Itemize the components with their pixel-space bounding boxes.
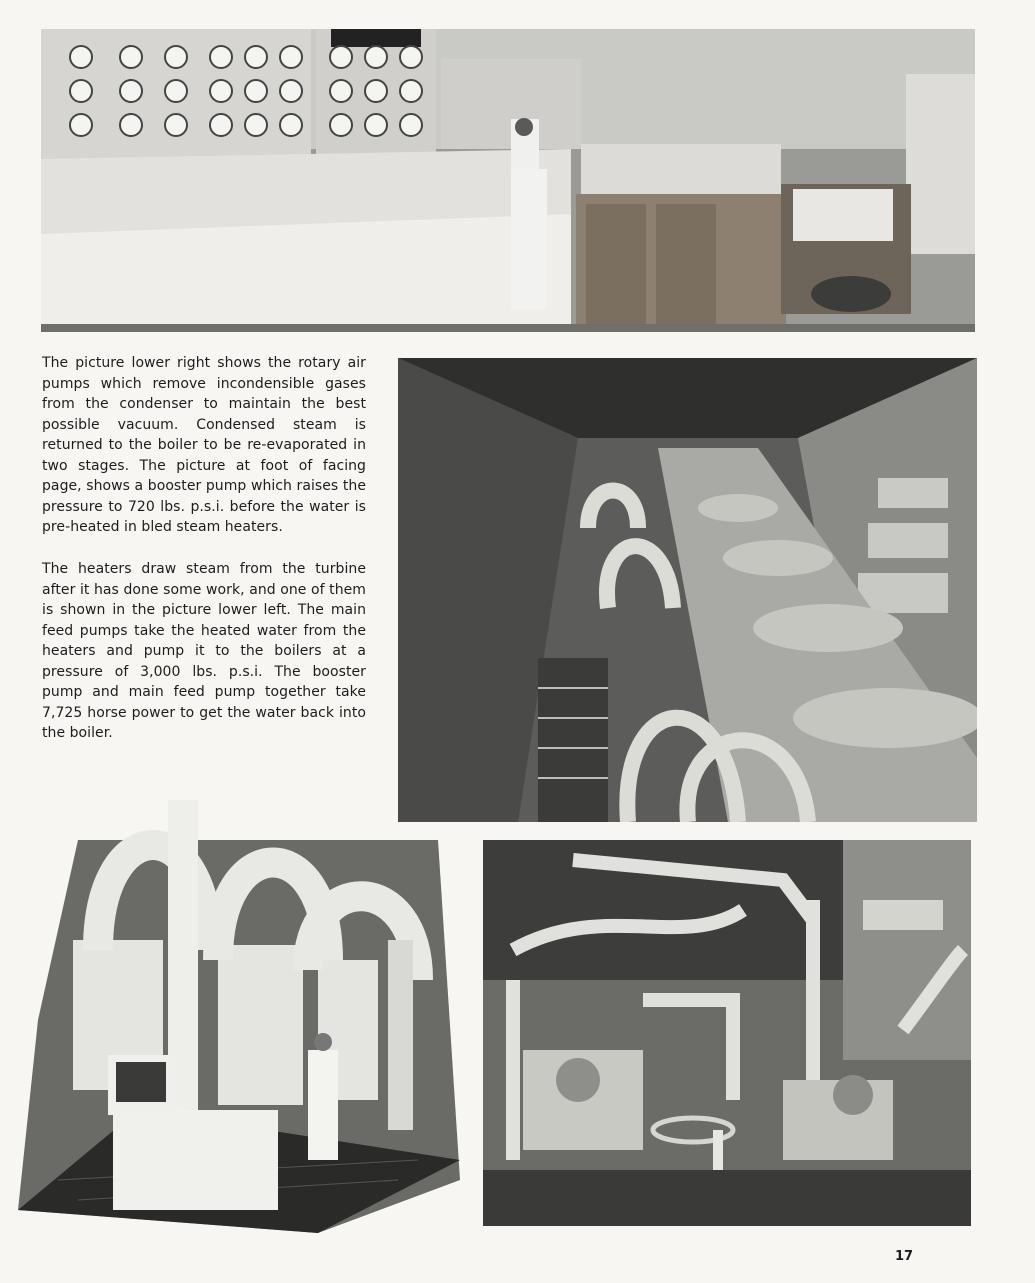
body-paragraph-2: The heaters draw steam from the turbine after it has done some work, and one of them is shown in the picture lower left. The main feed pumps take the heated water from the heaters and pump it to the boilers at a pressure of 3,000 lbs. p.s.i. The booster pump and main feed pump together take 7,725 horse power to get the water back into the boiler. xyxy=(42,561,366,741)
heaters-photo xyxy=(18,780,460,1233)
body-paragraph-1: The picture lower right shows the rotary air pumps which remove incondensible gases from the condenser to maintain the best possible vacuum. Condensed steam is returned to the boiler to be re-evaporated in two stages. The picture at foot of facing page, shows a booster pump which raises the pressure to 720 lbs. p.s.i. before the water is pre-heated in bled steam heaters. xyxy=(42,355,366,535)
page-number: 17 xyxy=(895,1249,914,1264)
feed-pumps-photo xyxy=(483,840,971,1226)
turbine-hall-photo xyxy=(398,358,977,822)
control-room-photo xyxy=(41,29,975,332)
